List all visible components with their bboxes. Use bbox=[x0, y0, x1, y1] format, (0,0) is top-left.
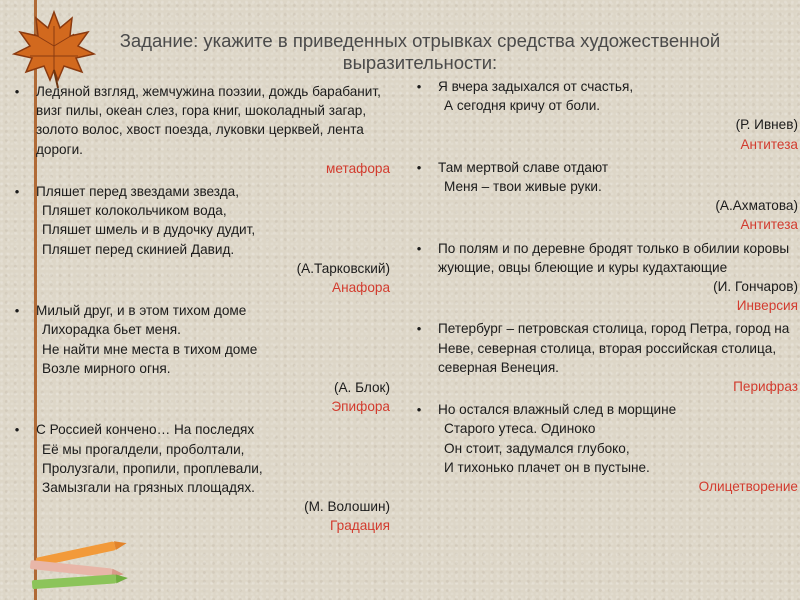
author-attribution: (М. Волошин) bbox=[304, 499, 390, 515]
author-attribution: (И. Гончаров) bbox=[713, 279, 798, 295]
excerpt-line: Петербург – петровская столица, город Петра, город на Неве, северная столица, вторая российская столица, северная Венеция. bbox=[438, 321, 790, 375]
bullet-icon: • bbox=[416, 402, 422, 418]
excerpt-line: Не найти мне места в тихом доме bbox=[42, 341, 258, 357]
left-column bbox=[10, 82, 390, 536]
excerpt-line: Пляшет перед звездами звезда, bbox=[36, 184, 240, 200]
excerpt-line: Милый друг, и в этом тихом доме bbox=[36, 303, 247, 319]
bullet-icon: • bbox=[416, 240, 422, 256]
excerpt-line: Пляшет колокольчиком вода, bbox=[42, 203, 227, 219]
excerpt-line: Её мы прогалдели, проболтали, bbox=[42, 441, 245, 457]
crayons-icon bbox=[18, 535, 133, 590]
excerpt-item bbox=[412, 319, 798, 396]
excerpt-line: Пляшет перед скинией Давид. bbox=[42, 241, 235, 257]
bullet-icon: • bbox=[14, 303, 20, 319]
bullet-icon: • bbox=[416, 321, 422, 337]
device-label: Антитеза bbox=[740, 136, 798, 152]
excerpt-line: С Россией кончено… На последях bbox=[36, 422, 255, 438]
device-label: Перифраз bbox=[733, 379, 798, 395]
author-attribution: (А.Тарковский) bbox=[296, 260, 390, 276]
device-label: Инверсия bbox=[736, 298, 798, 314]
page-title: Задание: укажите в приведенных отрывках средства художественной выразительности: bbox=[119, 30, 721, 73]
author-attribution: (А.Ахматова) bbox=[715, 198, 798, 214]
excerpt-item bbox=[10, 182, 390, 297]
excerpt-line: Пролузгали, пропили, проплевали, bbox=[42, 460, 263, 476]
excerpt-line: Возле мирного огня. bbox=[42, 360, 171, 376]
excerpt-item bbox=[412, 158, 798, 235]
excerpt-line: Там мертвой славе отдают bbox=[438, 159, 609, 175]
excerpt-line: Меня – твои живые руки. bbox=[444, 179, 602, 195]
excerpt-item bbox=[10, 82, 390, 178]
device-label: Градация bbox=[330, 518, 390, 534]
device-label: Эпифора bbox=[331, 399, 390, 415]
excerpt-line: Пляшет шмель и в дудочку дудит, bbox=[42, 222, 256, 238]
excerpt-line: Но остался влажный след в морщине bbox=[438, 402, 677, 418]
excerpt-line: По полям и по деревне бродят только в обилии коровы жующие, овцы блеющие и куры кудахтающие bbox=[438, 240, 790, 275]
right-column bbox=[412, 77, 798, 496]
excerpt-item bbox=[412, 400, 798, 496]
device-label: метафора bbox=[326, 160, 390, 176]
bullet-icon: • bbox=[416, 79, 422, 94]
excerpt-item bbox=[10, 420, 390, 535]
excerpt-item bbox=[412, 77, 798, 154]
excerpt-line: Ледяной взгляд, жемчужина поэзии, дождь барабанит, визг пилы, океан слез, гора книг, шоколадный загар, золото волос, хвост поезда, луковки церквей, лента дороги. bbox=[36, 84, 381, 157]
device-label: Антитеза bbox=[740, 217, 798, 233]
excerpt-line: А сегодня кричу от боли. bbox=[444, 98, 601, 114]
bullet-icon: • bbox=[14, 184, 20, 200]
excerpt-line: Лихорадка бьет меня. bbox=[42, 322, 181, 338]
device-label: Олицетворение bbox=[698, 479, 798, 495]
excerpt-line: Замызгали на грязных площадях. bbox=[42, 480, 255, 496]
bullet-icon: • bbox=[14, 422, 20, 438]
excerpt-item bbox=[10, 301, 390, 416]
bullet-icon: • bbox=[416, 159, 422, 175]
author-attribution: (А. Блок) bbox=[333, 380, 390, 396]
author-attribution: (Р. Ивнев) bbox=[735, 117, 798, 133]
device-label: Анафора bbox=[332, 280, 390, 296]
excerpt-line: И тихонько плачет он в пустыне. bbox=[444, 459, 650, 475]
excerpt-item bbox=[412, 239, 798, 316]
bullet-icon: • bbox=[14, 84, 20, 99]
excerpt-line: Я вчера задыхался от счастья, bbox=[438, 79, 634, 94]
excerpt-line: Старого утеса. Одиноко bbox=[444, 421, 596, 437]
excerpt-line: Он стоит, задумался глубоко, bbox=[444, 440, 630, 456]
